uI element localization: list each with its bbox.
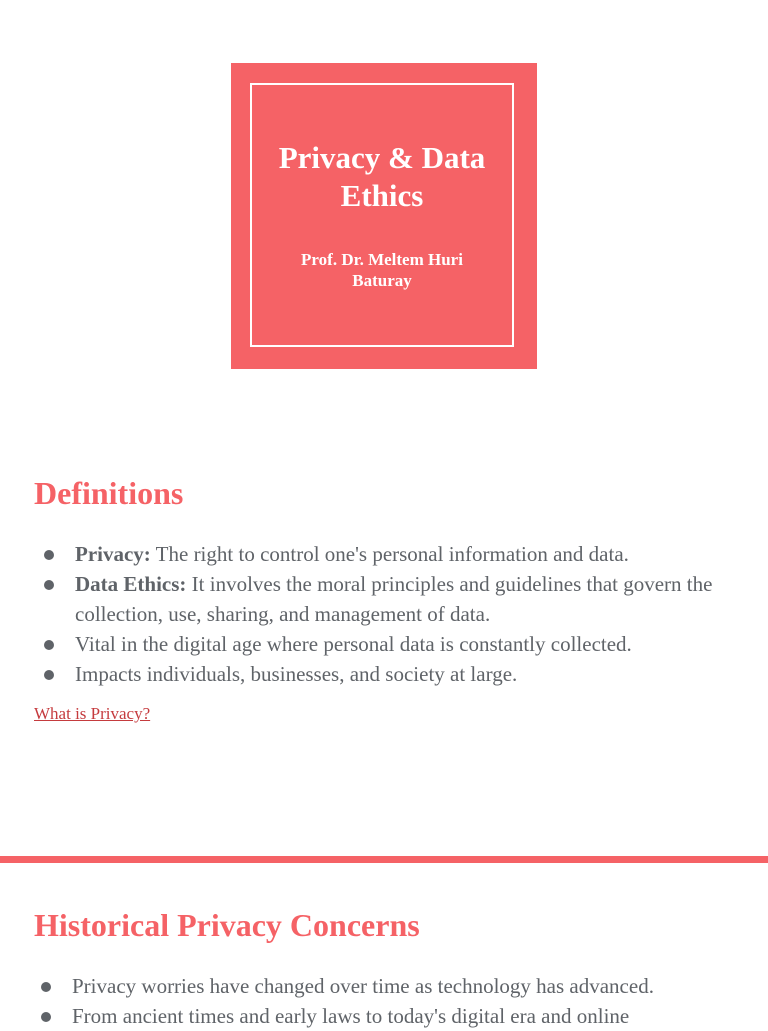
author-name: Prof. Dr. Meltem Huri Baturay <box>301 250 463 290</box>
item-text: It involves the moral principles and guidelines that govern the collection, use, sharing, and management of data. <box>75 572 713 626</box>
historical-list <box>72 971 732 1031</box>
item-text: Impacts individuals, businesses, and society at large. <box>75 662 518 686</box>
item-text: The right to control one's personal information and data. <box>150 542 629 566</box>
list-item <box>75 569 735 629</box>
item-text: Vital in the digital age where personal data is constantly collected. <box>75 632 632 656</box>
list-item <box>75 539 735 569</box>
item-text: Privacy worries have changed over time as technology has advanced. <box>72 974 654 998</box>
definitions-heading: Definitions <box>34 475 184 511</box>
definitions-list <box>75 539 735 689</box>
list-item <box>75 659 735 689</box>
list-item <box>72 1001 732 1031</box>
section-divider <box>0 856 768 863</box>
document-title: Privacy & Data Ethics <box>278 140 486 213</box>
historical-heading: Historical Privacy Concerns <box>34 907 420 943</box>
list-item <box>72 971 732 1001</box>
item-text: From ancient times and early laws to today's digital era and online <box>72 1004 630 1028</box>
term-label: Data Ethics: <box>75 572 187 596</box>
list-item <box>75 629 735 659</box>
term-label: Privacy: <box>75 542 151 566</box>
what-is-privacy-link[interactable]: What is Privacy? <box>34 704 151 723</box>
title-frame <box>250 83 514 347</box>
title-card <box>231 63 537 369</box>
